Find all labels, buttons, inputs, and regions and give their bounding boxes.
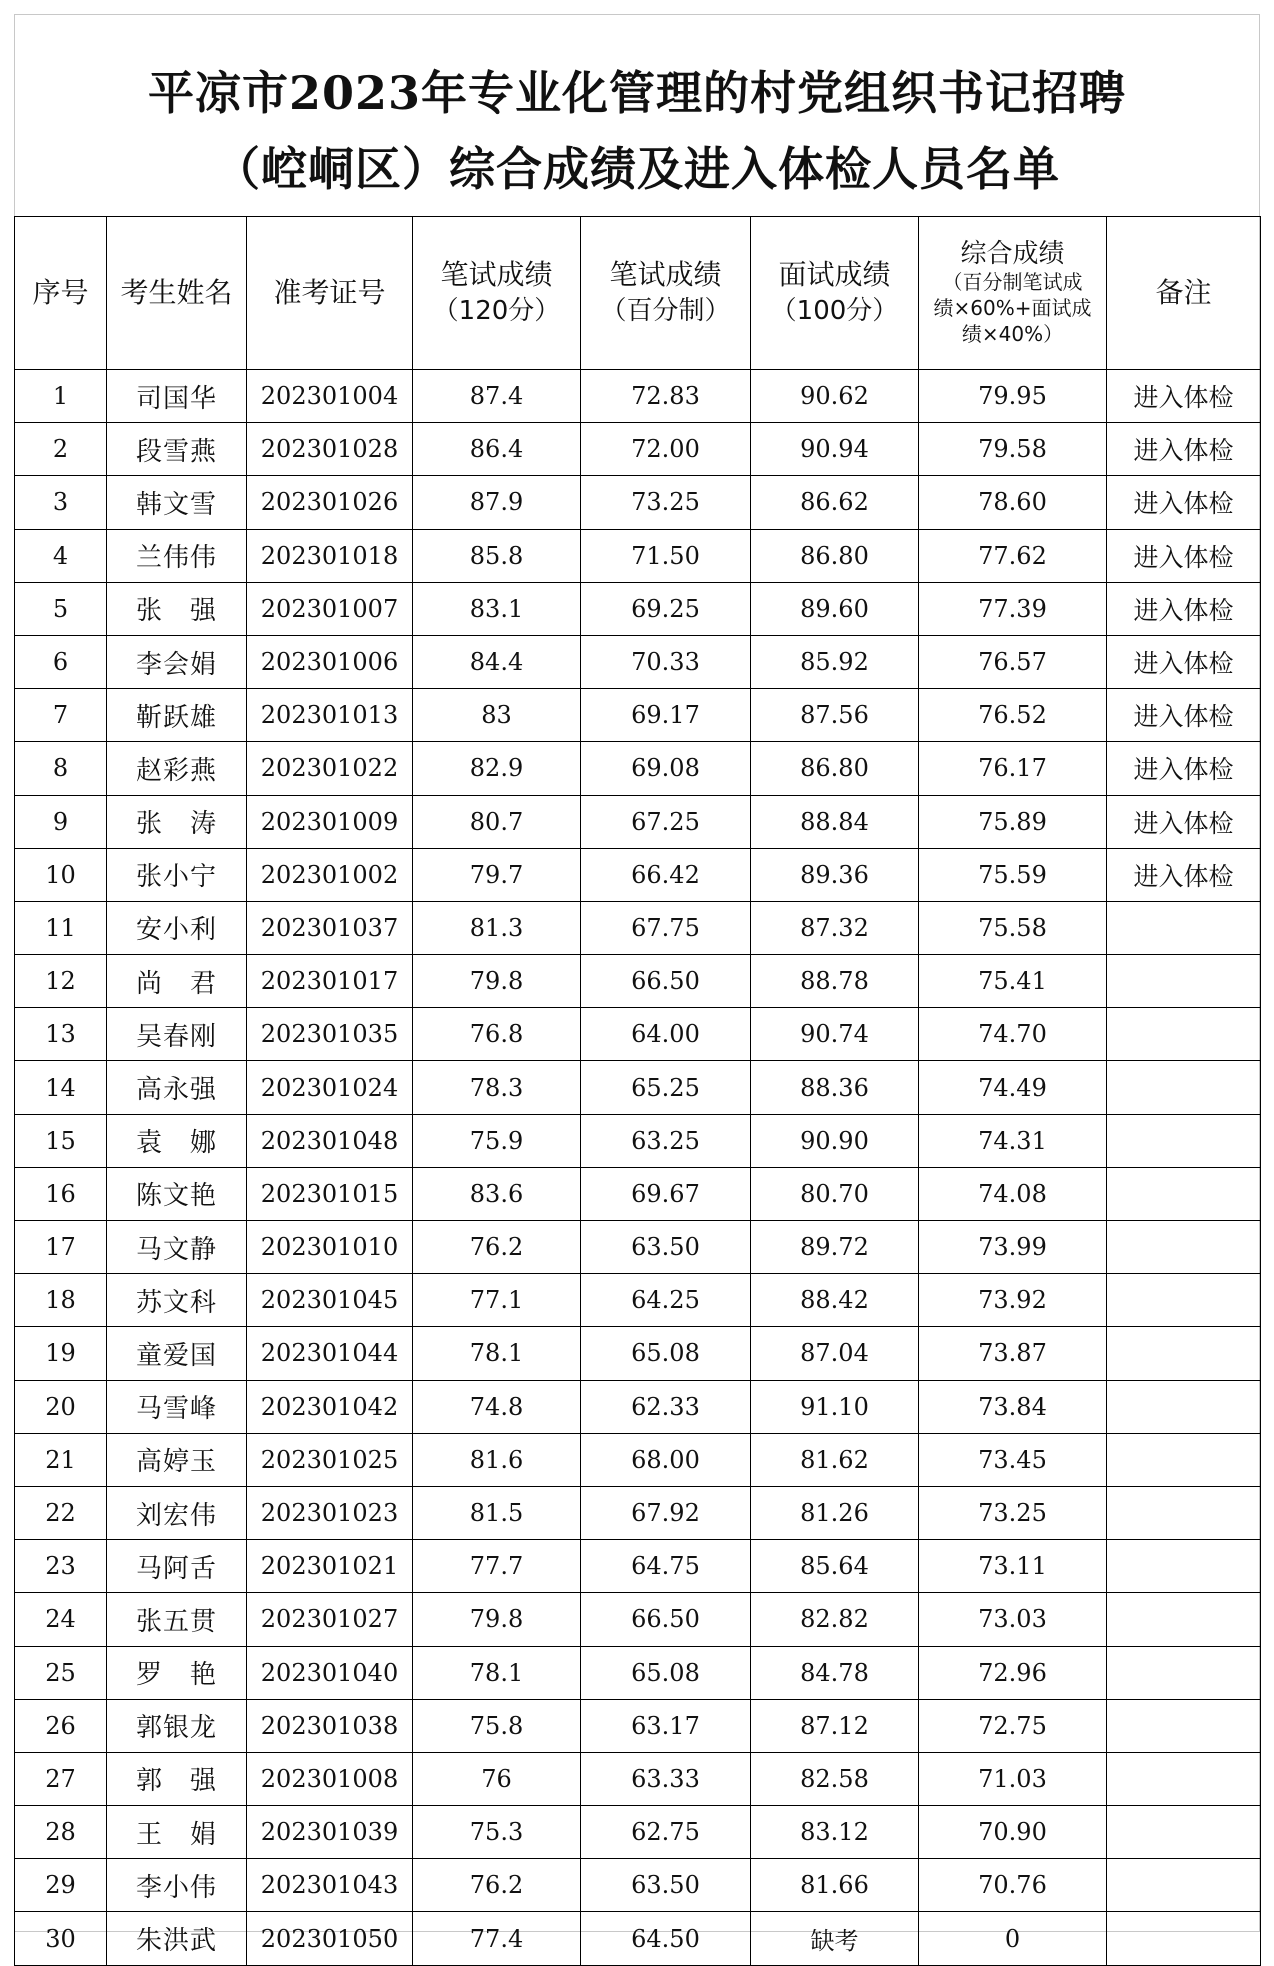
cell-name: 韩文雪 — [107, 476, 247, 529]
cell-written-100: 63.50 — [581, 1859, 751, 1912]
header-written-100 — [581, 217, 751, 370]
cell-written-120: 83 — [413, 689, 581, 742]
cell-written-100: 69.17 — [581, 689, 751, 742]
header-seq: 序号 — [15, 217, 107, 370]
table-row — [15, 1540, 1261, 1593]
table-body — [15, 370, 1261, 1966]
cell-name: 段雪燕 — [107, 423, 247, 476]
header-interview — [751, 217, 919, 370]
cell-seq: 1 — [15, 370, 107, 423]
table-row — [15, 1433, 1261, 1486]
cell-exam-id: 202301022 — [247, 742, 413, 795]
header-interview-sub: （100分） — [770, 296, 899, 326]
cell-note — [1107, 1380, 1261, 1433]
cell-interview: 82.82 — [751, 1593, 919, 1646]
cell-combined: 75.89 — [919, 795, 1107, 848]
cell-written-120: 75.3 — [413, 1806, 581, 1859]
table-row — [15, 1593, 1261, 1646]
cell-combined: 75.41 — [919, 955, 1107, 1008]
cell-exam-id: 202301050 — [247, 1912, 413, 1965]
cell-written-120: 77.4 — [413, 1912, 581, 1965]
cell-note: 进入体检 — [1107, 529, 1261, 582]
cell-exam-id: 202301006 — [247, 635, 413, 688]
cell-seq: 10 — [15, 848, 107, 901]
cell-written-120: 78.3 — [413, 1061, 581, 1114]
table-row — [15, 1912, 1261, 1965]
cell-interview: 81.62 — [751, 1433, 919, 1486]
table-row — [15, 955, 1261, 1008]
cell-written-100: 68.00 — [581, 1433, 751, 1486]
cell-interview: 缺考 — [751, 1912, 919, 1965]
cell-written-100: 69.25 — [581, 582, 751, 635]
cell-note — [1107, 1061, 1261, 1114]
cell-exam-id: 202301025 — [247, 1433, 413, 1486]
cell-combined: 73.11 — [919, 1540, 1107, 1593]
cell-written-100: 64.00 — [581, 1008, 751, 1061]
cell-name: 马阿舌 — [107, 1540, 247, 1593]
table-row — [15, 529, 1261, 582]
cell-combined: 70.76 — [919, 1859, 1107, 1912]
cell-interview: 86.80 — [751, 529, 919, 582]
cell-name: 袁 娜 — [107, 1114, 247, 1167]
cell-combined: 76.17 — [919, 742, 1107, 795]
cell-written-120: 78.1 — [413, 1646, 581, 1699]
cell-interview: 87.12 — [751, 1699, 919, 1752]
cell-exam-id: 202301038 — [247, 1699, 413, 1752]
cell-written-100: 65.08 — [581, 1327, 751, 1380]
cell-written-120: 87.9 — [413, 476, 581, 529]
cell-interview: 88.42 — [751, 1274, 919, 1327]
cell-interview: 91.10 — [751, 1380, 919, 1433]
table-row — [15, 1646, 1261, 1699]
cell-written-120: 76 — [413, 1752, 581, 1805]
header-written-120-main: 笔试成绩 — [440, 258, 553, 291]
cell-name: 吴春刚 — [107, 1008, 247, 1061]
cell-interview: 88.36 — [751, 1061, 919, 1114]
cell-exam-id: 202301040 — [247, 1646, 413, 1699]
cell-written-120: 79.8 — [413, 1593, 581, 1646]
cell-exam-id: 202301018 — [247, 529, 413, 582]
cell-written-100: 63.33 — [581, 1752, 751, 1805]
cell-written-100: 64.50 — [581, 1912, 751, 1965]
cell-combined: 71.03 — [919, 1752, 1107, 1805]
cell-name: 张五贯 — [107, 1593, 247, 1646]
cell-exam-id: 202301009 — [247, 795, 413, 848]
cell-interview: 87.04 — [751, 1327, 919, 1380]
cell-seq: 4 — [15, 529, 107, 582]
cell-seq: 13 — [15, 1008, 107, 1061]
cell-note — [1107, 1167, 1261, 1220]
cell-note — [1107, 1327, 1261, 1380]
cell-name: 罗 艳 — [107, 1646, 247, 1699]
table-row — [15, 1699, 1261, 1752]
cell-seq: 17 — [15, 1221, 107, 1274]
cell-written-100: 67.92 — [581, 1486, 751, 1539]
cell-seq: 27 — [15, 1752, 107, 1805]
cell-seq: 12 — [15, 955, 107, 1008]
header-interview-main: 面试成绩 — [778, 258, 891, 291]
table-row — [15, 582, 1261, 635]
table-row — [15, 1486, 1261, 1539]
header-combined-sub-1: （百分制笔试成 — [942, 270, 1083, 294]
cell-interview: 90.90 — [751, 1114, 919, 1167]
cell-combined: 73.45 — [919, 1433, 1107, 1486]
cell-written-120: 78.1 — [413, 1327, 581, 1380]
cell-written-120: 79.7 — [413, 848, 581, 901]
cell-exam-id: 202301017 — [247, 955, 413, 1008]
cell-name: 马文静 — [107, 1221, 247, 1274]
cell-interview: 84.78 — [751, 1646, 919, 1699]
cell-written-120: 76.2 — [413, 1221, 581, 1274]
cell-combined: 76.57 — [919, 635, 1107, 688]
cell-written-120: 82.9 — [413, 742, 581, 795]
cell-exam-id: 202301037 — [247, 901, 413, 954]
cell-written-120: 77.7 — [413, 1540, 581, 1593]
cell-name: 尚 君 — [107, 955, 247, 1008]
cell-written-100: 64.25 — [581, 1274, 751, 1327]
cell-exam-id: 202301002 — [247, 848, 413, 901]
cell-combined: 74.49 — [919, 1061, 1107, 1114]
cell-written-120: 76.2 — [413, 1859, 581, 1912]
cell-combined: 73.84 — [919, 1380, 1107, 1433]
cell-name: 高婷玉 — [107, 1433, 247, 1486]
table-row — [15, 1752, 1261, 1805]
cell-exam-id: 202301023 — [247, 1486, 413, 1539]
cell-combined: 79.95 — [919, 370, 1107, 423]
table-row — [15, 1061, 1261, 1114]
cell-written-100: 73.25 — [581, 476, 751, 529]
cell-seq: 20 — [15, 1380, 107, 1433]
cell-seq: 19 — [15, 1327, 107, 1380]
title-line-2: （崆峒区）综合成绩及进入体检人员名单 — [214, 142, 1060, 196]
cell-written-100: 66.42 — [581, 848, 751, 901]
cell-note — [1107, 1433, 1261, 1486]
cell-name: 司国华 — [107, 370, 247, 423]
cell-interview: 89.60 — [751, 582, 919, 635]
header-written-100-main: 笔试成绩 — [609, 258, 722, 291]
cell-note — [1107, 1752, 1261, 1805]
cell-exam-id: 202301013 — [247, 689, 413, 742]
table-row — [15, 689, 1261, 742]
cell-written-100: 62.75 — [581, 1806, 751, 1859]
table-row — [15, 1859, 1261, 1912]
cell-written-100: 64.75 — [581, 1540, 751, 1593]
cell-seq: 6 — [15, 635, 107, 688]
cell-note — [1107, 1008, 1261, 1061]
header-combined — [919, 217, 1107, 370]
cell-written-100: 69.08 — [581, 742, 751, 795]
cell-interview: 87.32 — [751, 901, 919, 954]
cell-note — [1107, 1593, 1261, 1646]
cell-seq: 18 — [15, 1274, 107, 1327]
table-row — [15, 848, 1261, 901]
cell-written-120: 81.5 — [413, 1486, 581, 1539]
cell-combined: 72.75 — [919, 1699, 1107, 1752]
cell-exam-id: 202301045 — [247, 1274, 413, 1327]
cell-written-120: 76.8 — [413, 1008, 581, 1061]
cell-written-120: 87.4 — [413, 370, 581, 423]
cell-exam-id: 202301043 — [247, 1859, 413, 1912]
cell-seq: 25 — [15, 1646, 107, 1699]
cell-name: 安小利 — [107, 901, 247, 954]
cell-interview: 85.92 — [751, 635, 919, 688]
cell-seq: 22 — [15, 1486, 107, 1539]
cell-name: 陈文艳 — [107, 1167, 247, 1220]
cell-name: 马雪峰 — [107, 1380, 247, 1433]
table-header-row — [15, 217, 1261, 370]
cell-interview: 88.78 — [751, 955, 919, 1008]
cell-seq: 7 — [15, 689, 107, 742]
cell-written-120: 81.6 — [413, 1433, 581, 1486]
cell-interview: 87.56 — [751, 689, 919, 742]
cell-seq: 2 — [15, 423, 107, 476]
cell-written-100: 63.17 — [581, 1699, 751, 1752]
table-row — [15, 476, 1261, 529]
cell-exam-id: 202301035 — [247, 1008, 413, 1061]
cell-combined: 74.70 — [919, 1008, 1107, 1061]
cell-interview: 83.12 — [751, 1806, 919, 1859]
cell-seq: 26 — [15, 1699, 107, 1752]
table-row — [15, 423, 1261, 476]
header-combined-main: 综合成绩 — [960, 239, 1065, 269]
cell-combined: 73.92 — [919, 1274, 1107, 1327]
cell-note — [1107, 1912, 1261, 1965]
cell-seq: 14 — [15, 1061, 107, 1114]
cell-exam-id: 202301015 — [247, 1167, 413, 1220]
cell-written-120: 77.1 — [413, 1274, 581, 1327]
table-row — [15, 1274, 1261, 1327]
table-row — [15, 1327, 1261, 1380]
cell-interview: 86.80 — [751, 742, 919, 795]
cell-combined: 74.08 — [919, 1167, 1107, 1220]
cell-combined: 79.58 — [919, 423, 1107, 476]
cell-written-100: 65.08 — [581, 1646, 751, 1699]
cell-note: 进入体检 — [1107, 476, 1261, 529]
cell-interview: 89.36 — [751, 848, 919, 901]
title-line-1: 平凉市2023年专业化管理的村党组织书记招聘 — [147, 66, 1127, 120]
cell-exam-id: 202301042 — [247, 1380, 413, 1433]
cell-note — [1107, 1274, 1261, 1327]
cell-exam-id: 202301021 — [247, 1540, 413, 1593]
cell-interview: 80.70 — [751, 1167, 919, 1220]
cell-exam-id: 202301008 — [247, 1752, 413, 1805]
cell-name: 朱洪武 — [107, 1912, 247, 1965]
cell-exam-id: 202301010 — [247, 1221, 413, 1274]
cell-note — [1107, 1486, 1261, 1539]
cell-note — [1107, 1114, 1261, 1167]
cell-written-100: 63.50 — [581, 1221, 751, 1274]
table-row — [15, 795, 1261, 848]
table-row — [15, 1114, 1261, 1167]
cell-note: 进入体检 — [1107, 795, 1261, 848]
cell-seq: 30 — [15, 1912, 107, 1965]
cell-name: 张 涛 — [107, 795, 247, 848]
cell-written-100: 63.25 — [581, 1114, 751, 1167]
cell-note: 进入体检 — [1107, 423, 1261, 476]
cell-note — [1107, 1806, 1261, 1859]
cell-interview: 86.62 — [751, 476, 919, 529]
document-title — [15, 55, 1259, 207]
cell-seq: 16 — [15, 1167, 107, 1220]
cell-written-120: 75.8 — [413, 1699, 581, 1752]
results-table — [14, 216, 1261, 1966]
cell-combined: 77.39 — [919, 582, 1107, 635]
cell-note: 进入体检 — [1107, 742, 1261, 795]
cell-exam-id: 202301027 — [247, 1593, 413, 1646]
cell-seq: 5 — [15, 582, 107, 635]
header-combined-sub-3: 绩×40%） — [961, 322, 1064, 346]
cell-written-100: 69.67 — [581, 1167, 751, 1220]
header-combined-sub-2: 绩×60%+面试成 — [933, 296, 1092, 320]
cell-combined: 77.62 — [919, 529, 1107, 582]
cell-interview: 90.74 — [751, 1008, 919, 1061]
cell-note — [1107, 1699, 1261, 1752]
cell-written-100: 66.50 — [581, 955, 751, 1008]
cell-exam-id: 202301028 — [247, 423, 413, 476]
cell-interview: 85.64 — [751, 1540, 919, 1593]
cell-name: 赵彩燕 — [107, 742, 247, 795]
cell-written-100: 62.33 — [581, 1380, 751, 1433]
header-name: 考生姓名 — [107, 217, 247, 370]
cell-note — [1107, 1646, 1261, 1699]
cell-written-120: 83.1 — [413, 582, 581, 635]
cell-seq: 21 — [15, 1433, 107, 1486]
cell-name: 刘宏伟 — [107, 1486, 247, 1539]
cell-seq: 9 — [15, 795, 107, 848]
cell-written-100: 67.75 — [581, 901, 751, 954]
table-row — [15, 742, 1261, 795]
cell-seq: 28 — [15, 1806, 107, 1859]
cell-combined: 74.31 — [919, 1114, 1107, 1167]
header-written-100-sub: （百分制） — [600, 296, 731, 326]
cell-written-120: 86.4 — [413, 423, 581, 476]
cell-name: 兰伟伟 — [107, 529, 247, 582]
table-row — [15, 1221, 1261, 1274]
table-row — [15, 370, 1261, 423]
cell-name: 靳跃雄 — [107, 689, 247, 742]
cell-combined: 72.96 — [919, 1646, 1107, 1699]
cell-combined: 73.99 — [919, 1221, 1107, 1274]
table-row — [15, 1380, 1261, 1433]
cell-written-120: 80.7 — [413, 795, 581, 848]
cell-seq: 24 — [15, 1593, 107, 1646]
cell-written-100: 65.25 — [581, 1061, 751, 1114]
cell-combined: 73.25 — [919, 1486, 1107, 1539]
cell-combined: 75.59 — [919, 848, 1107, 901]
cell-interview: 82.58 — [751, 1752, 919, 1805]
cell-name: 张 强 — [107, 582, 247, 635]
cell-note — [1107, 901, 1261, 954]
cell-note: 进入体检 — [1107, 370, 1261, 423]
table-row — [15, 1008, 1261, 1061]
table-row — [15, 901, 1261, 954]
cell-seq: 3 — [15, 476, 107, 529]
cell-written-100: 71.50 — [581, 529, 751, 582]
cell-exam-id: 202301004 — [247, 370, 413, 423]
cell-exam-id: 202301007 — [247, 582, 413, 635]
cell-name: 李会娟 — [107, 635, 247, 688]
cell-name: 王 娟 — [107, 1806, 247, 1859]
cell-seq: 15 — [15, 1114, 107, 1167]
cell-name: 张小宁 — [107, 848, 247, 901]
cell-written-100: 67.25 — [581, 795, 751, 848]
cell-note — [1107, 1859, 1261, 1912]
table-row — [15, 1167, 1261, 1220]
cell-name: 郭 强 — [107, 1752, 247, 1805]
cell-exam-id: 202301044 — [247, 1327, 413, 1380]
cell-note: 进入体检 — [1107, 582, 1261, 635]
cell-seq: 11 — [15, 901, 107, 954]
cell-combined: 75.58 — [919, 901, 1107, 954]
cell-written-100: 72.00 — [581, 423, 751, 476]
cell-interview: 90.62 — [751, 370, 919, 423]
cell-note: 进入体检 — [1107, 635, 1261, 688]
cell-combined: 0 — [919, 1912, 1107, 1965]
header-written-120 — [413, 217, 581, 370]
cell-name: 苏文科 — [107, 1274, 247, 1327]
cell-name: 郭银龙 — [107, 1699, 247, 1752]
cell-combined: 78.60 — [919, 476, 1107, 529]
cell-note: 进入体检 — [1107, 848, 1261, 901]
cell-note — [1107, 1540, 1261, 1593]
cell-seq: 8 — [15, 742, 107, 795]
cell-written-120: 74.8 — [413, 1380, 581, 1433]
cell-interview: 88.84 — [751, 795, 919, 848]
cell-combined: 73.87 — [919, 1327, 1107, 1380]
cell-written-120: 81.3 — [413, 901, 581, 954]
cell-interview: 90.94 — [751, 423, 919, 476]
cell-written-100: 70.33 — [581, 635, 751, 688]
cell-written-100: 66.50 — [581, 1593, 751, 1646]
cell-interview: 81.66 — [751, 1859, 919, 1912]
cell-combined: 73.03 — [919, 1593, 1107, 1646]
cell-combined: 76.52 — [919, 689, 1107, 742]
cell-interview: 81.26 — [751, 1486, 919, 1539]
cell-name: 高永强 — [107, 1061, 247, 1114]
cell-seq: 29 — [15, 1859, 107, 1912]
cell-written-120: 85.8 — [413, 529, 581, 582]
header-exam-id: 准考证号 — [247, 217, 413, 370]
cell-written-120: 79.8 — [413, 955, 581, 1008]
cell-name: 李小伟 — [107, 1859, 247, 1912]
cell-note — [1107, 955, 1261, 1008]
cell-note — [1107, 1221, 1261, 1274]
cell-exam-id: 202301039 — [247, 1806, 413, 1859]
cell-exam-id: 202301024 — [247, 1061, 413, 1114]
cell-interview: 89.72 — [751, 1221, 919, 1274]
cell-exam-id: 202301048 — [247, 1114, 413, 1167]
cell-combined: 70.90 — [919, 1806, 1107, 1859]
cell-written-120: 75.9 — [413, 1114, 581, 1167]
cell-note: 进入体检 — [1107, 689, 1261, 742]
cell-written-100: 72.83 — [581, 370, 751, 423]
cell-written-120: 83.6 — [413, 1167, 581, 1220]
cell-exam-id: 202301026 — [247, 476, 413, 529]
cell-written-120: 84.4 — [413, 635, 581, 688]
header-note: 备注 — [1107, 217, 1261, 370]
cell-name: 童爱国 — [107, 1327, 247, 1380]
table-row — [15, 635, 1261, 688]
table-row — [15, 1806, 1261, 1859]
header-written-120-sub: （120分） — [432, 296, 561, 326]
cell-seq: 23 — [15, 1540, 107, 1593]
